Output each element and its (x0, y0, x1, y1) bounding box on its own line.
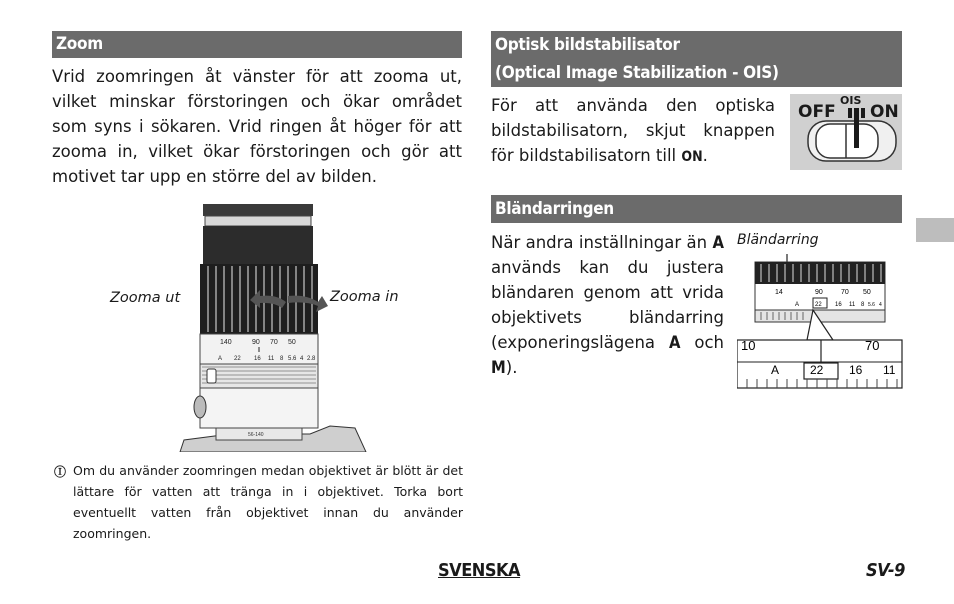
chapter-tab (916, 218, 954, 242)
ring-top-14: 14 (775, 289, 783, 296)
zoom-body: Vrid zoomringen åt vänster för att zooma ut, vilket minskar förstoringen och ökar området som syns i sökaren. Vrid ringen åt höger för att zooma in, vilket ökar förstoringen och gör att motivet tar upp en större del av bilden. (52, 67, 462, 186)
footer-language: SVENSKA (438, 560, 521, 581)
ois-switch-off: OFF (798, 102, 836, 122)
ois-body (491, 93, 775, 170)
zoom-in-label: Zooma in (330, 289, 399, 305)
ring-bottom-4: 4 (879, 302, 882, 308)
aperture-2-8: 2.8 (307, 356, 316, 362)
zoom-out-label: Zooma ut (110, 290, 181, 306)
zoom-bottom-16: 16 (849, 363, 863, 377)
aperture-5-6: 5.6 (288, 356, 297, 362)
lens-scale-90: 90 (252, 339, 260, 346)
ring-bottom-16: 16 (835, 302, 842, 308)
aperture-body (491, 230, 724, 380)
ring-bottom-11: 11 (849, 302, 856, 308)
ois-switch-knob (816, 124, 878, 158)
aperture-body-2: används kan du justera bländaren genom att vrida objektivets bländarring (exponeringslägena (491, 258, 724, 352)
lens-rim (203, 204, 313, 216)
aperture-16: 16 (254, 356, 261, 362)
caution-icon: Ⓘ (54, 465, 67, 479)
lens-scale-70: 70 (270, 339, 278, 346)
zoom-heading (52, 31, 462, 58)
zoom-top-10: 10 (741, 338, 756, 353)
ring-bottom-a: A (795, 302, 800, 308)
ois-heading-line1: Optisk bildstabilisator (495, 35, 680, 55)
aperture-a: A (218, 356, 223, 362)
aperture-body-end: ). (505, 358, 518, 377)
aperture-body-a: A (712, 233, 724, 252)
aperture-heading (491, 195, 902, 223)
lens-scale-140: 140 (220, 339, 232, 346)
lens-mount-text: 56-140 (248, 432, 264, 438)
zoom-bottom-22: 22 (810, 363, 824, 377)
ois-switch-illustration (790, 94, 902, 170)
ring-top-50: 50 (863, 289, 871, 296)
zoom-lens-illustration (170, 204, 370, 452)
aperture-ring-illustration (737, 252, 903, 390)
ring-bottom-22: 22 (815, 302, 822, 308)
aperture-11: 11 (268, 356, 275, 362)
ring-top-70: 70 (841, 289, 849, 296)
aperture-8: 8 (280, 356, 284, 362)
ois-switch-on: ON (870, 102, 899, 122)
aperture-body-a2: A (668, 333, 681, 352)
aperture-body-m: M (491, 358, 506, 377)
aperture-ring-caption: Bländarring (737, 232, 819, 248)
zoom-heading-text: Zoom (56, 34, 103, 54)
ring-bottom-8: 8 (861, 302, 865, 308)
ois-body-suffix: . (702, 146, 708, 165)
ois-heading-line2: (Optical Image Stabilization - OIS) (495, 63, 779, 83)
ring-bottom-5-6: 5.6 (868, 302, 875, 308)
footer-page-number: SV-9 (866, 560, 905, 581)
aperture-heading-text: Bländarringen (495, 199, 614, 219)
ring-top-90: 90 (815, 289, 823, 296)
zoom-note: Om du använder zoomringen medan objektivet är blött är det lättare för vatten att tränga in i objektivet. Torka bort eventuellt vatten från objektivet innan du använder zoomringen. (73, 463, 463, 541)
ois-heading (491, 31, 902, 87)
aperture-22: 22 (234, 356, 241, 362)
ois-body-prefix: För att använda den optiska bildstabilisatorn, skjut knappen för bildstabilisatorn till (491, 96, 775, 165)
ois-body-on: ON (681, 149, 703, 165)
aperture-body-1: När andra inställningar än (491, 233, 713, 252)
zoom-bottom-a: A (771, 363, 780, 377)
ois-switch-ois: OIS (840, 94, 862, 107)
aperture-body-och: och (680, 333, 724, 352)
aperture-4: 4 (300, 356, 304, 362)
zoom-top-70: 70 (865, 338, 880, 353)
zoom-bottom-11: 11 (883, 363, 896, 377)
lens-scale-50: 50 (288, 339, 296, 346)
